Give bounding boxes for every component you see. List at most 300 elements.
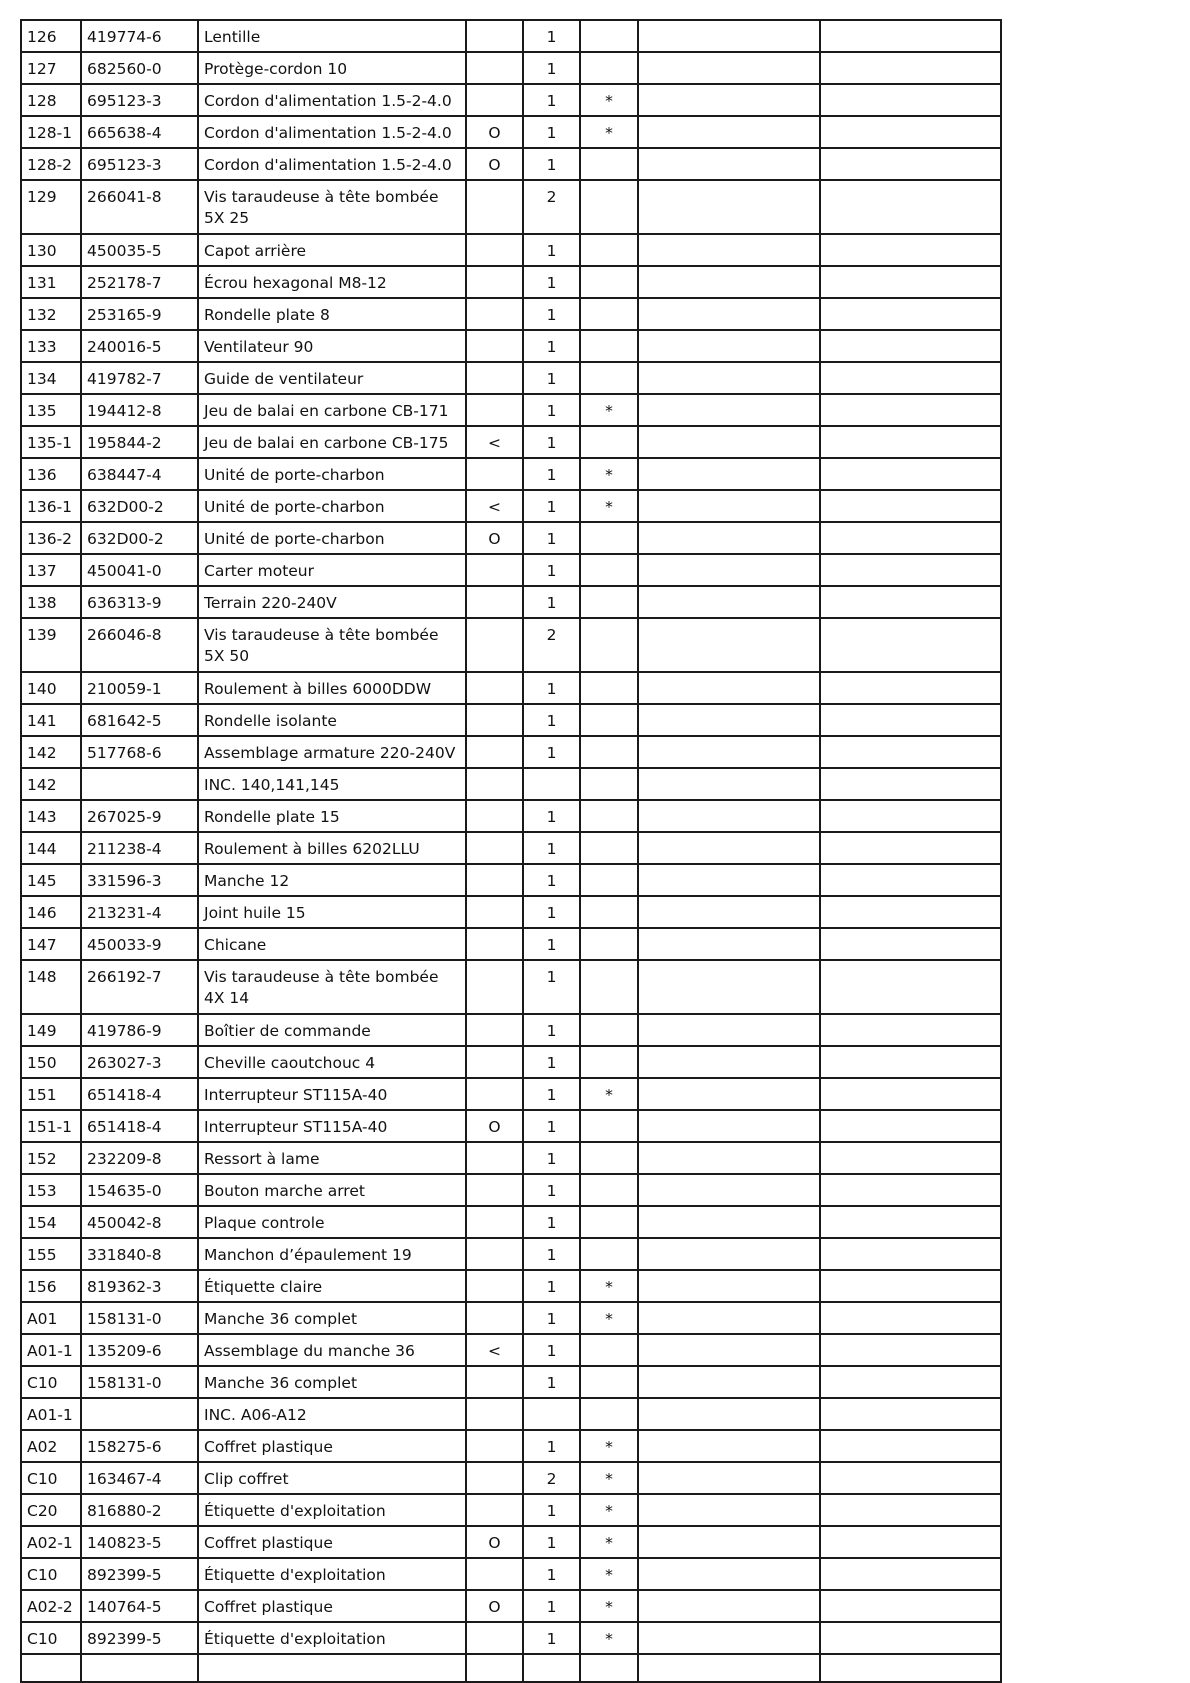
cell-description: Ventilateur 90: [198, 330, 466, 362]
cell-empty-1: [638, 1398, 820, 1430]
cell-ref: 155: [21, 1238, 81, 1270]
cell-note: [466, 1174, 523, 1206]
cell-part-number: 266192-7: [81, 960, 198, 1014]
cell-ref: 138: [21, 586, 81, 618]
cell-note: [466, 330, 523, 362]
cell-mark: [580, 330, 638, 362]
cell-part-number: 140764-5: [81, 1590, 198, 1622]
cell-part-number: 819362-3: [81, 1270, 198, 1302]
cell-description: Guide de ventilateur: [198, 362, 466, 394]
cell-note: [466, 1302, 523, 1334]
cell-ref: 127: [21, 52, 81, 84]
cell-ref: C10: [21, 1366, 81, 1398]
cell-empty-1: [638, 800, 820, 832]
cell-note: [466, 266, 523, 298]
table-row: [21, 736, 1001, 768]
cell-part-number: 253165-9: [81, 298, 198, 330]
cell-ref: 151: [21, 1078, 81, 1110]
cell-part-number: 695123-3: [81, 84, 198, 116]
cell-mark: *: [580, 458, 638, 490]
cell-empty-2: [820, 1046, 1001, 1078]
table-row: [21, 1430, 1001, 1462]
cell-quantity: 1: [523, 1526, 580, 1558]
table-row: [21, 928, 1001, 960]
cell-part-number: 632D00-2: [81, 522, 198, 554]
table-row: [21, 960, 1001, 1014]
cell-description: Jeu de balai en carbone CB-171: [198, 394, 466, 426]
cell-description: Vis taraudeuse à tête bombée 5X 25: [198, 180, 466, 234]
cell-empty-1: [638, 20, 820, 52]
cell-empty-1: [638, 960, 820, 1014]
table-row: [21, 1558, 1001, 1590]
cell-note: [466, 554, 523, 586]
cell-note: O: [466, 116, 523, 148]
cell-quantity: 1: [523, 1046, 580, 1078]
cell-mark: [580, 618, 638, 672]
cell-empty-1: [638, 1206, 820, 1238]
table-row: [21, 832, 1001, 864]
cell-description: Assemblage du manche 36: [198, 1334, 466, 1366]
cell-description: Protège-cordon 10: [198, 52, 466, 84]
cell-description: Lentille: [198, 20, 466, 52]
cell-note: [466, 960, 523, 1014]
cell-mark: [580, 960, 638, 1014]
table-row: [21, 1206, 1001, 1238]
cell-empty-1: [638, 1526, 820, 1558]
cell-mark: [580, 1238, 638, 1270]
cell-description: Vis taraudeuse à tête bombée 4X 14: [198, 960, 466, 1014]
cell-ref: 147: [21, 928, 81, 960]
cell-empty-1: [638, 768, 820, 800]
cell-empty-1: [638, 490, 820, 522]
cell-note: O: [466, 522, 523, 554]
cell-mark: [580, 554, 638, 586]
cell-description: Ressort à lame: [198, 1142, 466, 1174]
cell-mark: [580, 768, 638, 800]
cell-ref: A02-2: [21, 1590, 81, 1622]
cell-empty-2: [820, 148, 1001, 180]
cell-empty-2: [820, 1078, 1001, 1110]
cell-part-number: 266046-8: [81, 618, 198, 672]
table-row: [21, 1654, 1001, 1682]
cell-empty-1: [638, 180, 820, 234]
cell-ref: 136: [21, 458, 81, 490]
cell-note: [466, 1366, 523, 1398]
cell-ref: 126: [21, 20, 81, 52]
cell-empty-2: [820, 800, 1001, 832]
cell-quantity: 1: [523, 864, 580, 896]
cell-note: [466, 84, 523, 116]
cell-empty-2: [820, 426, 1001, 458]
cell-mark: [580, 1206, 638, 1238]
cell-empty-2: [820, 1302, 1001, 1334]
cell-description: Jeu de balai en carbone CB-175: [198, 426, 466, 458]
cell-description: Manche 12: [198, 864, 466, 896]
cell-description: Étiquette d'exploitation: [198, 1622, 466, 1654]
cell-mark: [580, 362, 638, 394]
cell-empty-1: [638, 266, 820, 298]
cell-part-number: 158131-0: [81, 1366, 198, 1398]
cell-ref: 128: [21, 84, 81, 116]
table-row: [21, 1366, 1001, 1398]
cell-empty-2: [820, 1558, 1001, 1590]
cell-note: [466, 394, 523, 426]
cell-note: <: [466, 490, 523, 522]
cell-part-number: 517768-6: [81, 736, 198, 768]
cell-note: [466, 704, 523, 736]
cell-empty-1: [638, 1238, 820, 1270]
cell-empty-2: [820, 1110, 1001, 1142]
cell-description: INC. A06-A12: [198, 1398, 466, 1430]
cell-note: [466, 1398, 523, 1430]
cell-empty-2: [820, 618, 1001, 672]
cell-empty-1: [638, 1046, 820, 1078]
cell-quantity: 1: [523, 52, 580, 84]
table-row: [21, 1334, 1001, 1366]
cell-description: Interrupteur ST115A-40: [198, 1110, 466, 1142]
cell-mark: *: [580, 116, 638, 148]
cell-description: Plaque controle: [198, 1206, 466, 1238]
cell-empty-1: [638, 832, 820, 864]
cell-quantity: 1: [523, 490, 580, 522]
table-row: [21, 1238, 1001, 1270]
cell-note: [466, 928, 523, 960]
cell-part-number: 331596-3: [81, 864, 198, 896]
cell-ref: C10: [21, 1558, 81, 1590]
table-row: [21, 180, 1001, 234]
cell-empty-1: [638, 298, 820, 330]
cell-empty-1: [638, 1654, 820, 1682]
cell-empty-2: [820, 522, 1001, 554]
cell-description: Cheville caoutchouc 4: [198, 1046, 466, 1078]
cell-part-number: 158131-0: [81, 1302, 198, 1334]
cell-note: O: [466, 1110, 523, 1142]
cell-quantity: 1: [523, 1590, 580, 1622]
cell-empty-1: [638, 1270, 820, 1302]
cell-part-number: [81, 1654, 198, 1682]
cell-mark: [580, 1174, 638, 1206]
cell-empty-1: [638, 1462, 820, 1494]
cell-ref: 142: [21, 736, 81, 768]
cell-description: Cordon d'alimentation 1.5-2-4.0: [198, 116, 466, 148]
cell-ref: 142: [21, 768, 81, 800]
table-row: [21, 298, 1001, 330]
parts-table-body: [21, 20, 1001, 1682]
cell-note: [466, 736, 523, 768]
cell-empty-2: [820, 928, 1001, 960]
table-row: [21, 1142, 1001, 1174]
cell-empty-1: [638, 1174, 820, 1206]
cell-description: Terrain 220-240V: [198, 586, 466, 618]
cell-empty-1: [638, 1366, 820, 1398]
cell-note: [466, 1430, 523, 1462]
cell-note: [466, 1014, 523, 1046]
cell-empty-1: [638, 522, 820, 554]
cell-quantity: 1: [523, 330, 580, 362]
cell-ref: 151-1: [21, 1110, 81, 1142]
cell-part-number: 892399-5: [81, 1558, 198, 1590]
cell-mark: *: [580, 1302, 638, 1334]
cell-empty-2: [820, 490, 1001, 522]
cell-part-number: 267025-9: [81, 800, 198, 832]
table-row: [21, 1046, 1001, 1078]
table-row: [21, 1494, 1001, 1526]
cell-mark: [580, 928, 638, 960]
cell-quantity: 1: [523, 362, 580, 394]
cell-quantity: 1: [523, 1430, 580, 1462]
cell-description: Joint huile 15: [198, 896, 466, 928]
cell-ref: 128-2: [21, 148, 81, 180]
cell-ref: 144: [21, 832, 81, 864]
cell-ref: 140: [21, 672, 81, 704]
cell-note: [466, 896, 523, 928]
cell-ref: C10: [21, 1622, 81, 1654]
cell-description: Cordon d'alimentation 1.5-2-4.0: [198, 148, 466, 180]
cell-mark: [580, 704, 638, 736]
cell-note: [466, 1654, 523, 1682]
cell-ref: 146: [21, 896, 81, 928]
cell-ref: 129: [21, 180, 81, 234]
cell-ref: 141: [21, 704, 81, 736]
cell-note: [466, 298, 523, 330]
cell-empty-2: [820, 458, 1001, 490]
cell-empty-2: [820, 1430, 1001, 1462]
cell-note: [466, 234, 523, 266]
cell-empty-2: [820, 1654, 1001, 1682]
cell-empty-2: [820, 1334, 1001, 1366]
cell-note: [466, 672, 523, 704]
cell-part-number: 651418-4: [81, 1110, 198, 1142]
table-row: [21, 458, 1001, 490]
cell-ref: 133: [21, 330, 81, 362]
cell-quantity: 1: [523, 116, 580, 148]
cell-note: [466, 458, 523, 490]
cell-quantity: 1: [523, 84, 580, 116]
cell-description: Manche 36 complet: [198, 1302, 466, 1334]
cell-ref: 143: [21, 800, 81, 832]
cell-quantity: 1: [523, 1238, 580, 1270]
cell-empty-2: [820, 554, 1001, 586]
table-row: [21, 1398, 1001, 1430]
cell-note: [466, 1142, 523, 1174]
cell-note: [466, 1462, 523, 1494]
cell-empty-2: [820, 1590, 1001, 1622]
cell-part-number: 681642-5: [81, 704, 198, 736]
table-row: [21, 1174, 1001, 1206]
cell-quantity: 1: [523, 1270, 580, 1302]
cell-mark: *: [580, 84, 638, 116]
cell-empty-2: [820, 298, 1001, 330]
cell-quantity: 1: [523, 832, 580, 864]
cell-quantity: 1: [523, 234, 580, 266]
cell-mark: [580, 1142, 638, 1174]
cell-note: O: [466, 1526, 523, 1558]
cell-description: Étiquette claire: [198, 1270, 466, 1302]
cell-description: Manche 36 complet: [198, 1366, 466, 1398]
cell-mark: *: [580, 1494, 638, 1526]
cell-empty-2: [820, 1494, 1001, 1526]
table-row: [21, 1462, 1001, 1494]
table-row: [21, 704, 1001, 736]
cell-quantity: 1: [523, 1078, 580, 1110]
cell-empty-2: [820, 1270, 1001, 1302]
cell-part-number: 636313-9: [81, 586, 198, 618]
cell-quantity: 1: [523, 522, 580, 554]
cell-ref: C20: [21, 1494, 81, 1526]
cell-ref: 156: [21, 1270, 81, 1302]
cell-quantity: 1: [523, 20, 580, 52]
table-row: [21, 554, 1001, 586]
cell-note: [466, 52, 523, 84]
cell-empty-2: [820, 84, 1001, 116]
cell-empty-2: [820, 1398, 1001, 1430]
cell-empty-1: [638, 704, 820, 736]
cell-mark: [580, 1654, 638, 1682]
cell-mark: [580, 1398, 638, 1430]
cell-empty-1: [638, 52, 820, 84]
cell-quantity: 1: [523, 554, 580, 586]
cell-empty-1: [638, 1334, 820, 1366]
cell-part-number: 211238-4: [81, 832, 198, 864]
cell-mark: *: [580, 1558, 638, 1590]
cell-empty-2: [820, 960, 1001, 1014]
cell-ref: 139: [21, 618, 81, 672]
cell-description: Coffret plastique: [198, 1590, 466, 1622]
cell-empty-2: [820, 736, 1001, 768]
cell-mark: *: [580, 1590, 638, 1622]
cell-description: Unité de porte-charbon: [198, 490, 466, 522]
cell-part-number: 213231-4: [81, 896, 198, 928]
cell-mark: [580, 586, 638, 618]
table-row: [21, 84, 1001, 116]
cell-empty-2: [820, 362, 1001, 394]
cell-note: [466, 1622, 523, 1654]
cell-quantity: 1: [523, 960, 580, 1014]
cell-note: [466, 832, 523, 864]
cell-empty-2: [820, 1174, 1001, 1206]
table-row: [21, 1302, 1001, 1334]
cell-ref: 145: [21, 864, 81, 896]
cell-empty-1: [638, 362, 820, 394]
cell-description: [198, 1654, 466, 1682]
cell-description: Chicane: [198, 928, 466, 960]
cell-part-number: 419774-6: [81, 20, 198, 52]
cell-ref: 152: [21, 1142, 81, 1174]
cell-description: Rondelle plate 8: [198, 298, 466, 330]
cell-empty-2: [820, 394, 1001, 426]
cell-quantity: 1: [523, 266, 580, 298]
cell-mark: [580, 1014, 638, 1046]
cell-empty-2: [820, 180, 1001, 234]
cell-part-number: 682560-0: [81, 52, 198, 84]
cell-quantity: 1: [523, 1494, 580, 1526]
cell-ref: 136-1: [21, 490, 81, 522]
cell-empty-2: [820, 330, 1001, 362]
cell-empty-1: [638, 864, 820, 896]
cell-ref: 137: [21, 554, 81, 586]
cell-description: Bouton marche arret: [198, 1174, 466, 1206]
cell-mark: *: [580, 1078, 638, 1110]
cell-note: [466, 1238, 523, 1270]
cell-empty-1: [638, 618, 820, 672]
cell-empty-1: [638, 554, 820, 586]
cell-description: Manchon d’épaulement 19: [198, 1238, 466, 1270]
cell-description: Capot arrière: [198, 234, 466, 266]
cell-mark: [580, 1110, 638, 1142]
cell-description: Coffret plastique: [198, 1526, 466, 1558]
cell-description: Étiquette d'exploitation: [198, 1494, 466, 1526]
cell-note: [466, 362, 523, 394]
cell-mark: [580, 20, 638, 52]
cell-ref: 131: [21, 266, 81, 298]
table-row: [21, 52, 1001, 84]
cell-empty-1: [638, 1110, 820, 1142]
cell-empty-2: [820, 768, 1001, 800]
cell-note: [466, 1206, 523, 1238]
cell-quantity: 1: [523, 1558, 580, 1590]
cell-part-number: 419782-7: [81, 362, 198, 394]
cell-mark: [580, 1046, 638, 1078]
cell-note: [466, 1494, 523, 1526]
cell-ref: A01-1: [21, 1334, 81, 1366]
cell-ref: 136-2: [21, 522, 81, 554]
cell-note: [466, 1046, 523, 1078]
cell-part-number: 638447-4: [81, 458, 198, 490]
table-row: [21, 148, 1001, 180]
cell-ref: 154: [21, 1206, 81, 1238]
cell-description: Cordon d'alimentation 1.5-2-4.0: [198, 84, 466, 116]
cell-part-number: 154635-0: [81, 1174, 198, 1206]
cell-quantity: 1: [523, 298, 580, 330]
cell-ref: 128-1: [21, 116, 81, 148]
cell-empty-1: [638, 1590, 820, 1622]
cell-quantity: 1: [523, 1142, 580, 1174]
cell-note: [466, 1558, 523, 1590]
cell-part-number: 450042-8: [81, 1206, 198, 1238]
cell-empty-2: [820, 52, 1001, 84]
cell-mark: [580, 832, 638, 864]
cell-description: Vis taraudeuse à tête bombée 5X 50: [198, 618, 466, 672]
cell-description: Rondelle isolante: [198, 704, 466, 736]
cell-quantity: 1: [523, 1302, 580, 1334]
table-row: [21, 266, 1001, 298]
cell-part-number: 195844-2: [81, 426, 198, 458]
cell-empty-1: [638, 394, 820, 426]
cell-note: [466, 768, 523, 800]
cell-description: Clip coffret: [198, 1462, 466, 1494]
cell-empty-2: [820, 1014, 1001, 1046]
cell-mark: [580, 864, 638, 896]
table-row: [21, 864, 1001, 896]
cell-quantity: 1: [523, 736, 580, 768]
cell-empty-1: [638, 1622, 820, 1654]
cell-empty-1: [638, 426, 820, 458]
cell-part-number: 163467-4: [81, 1462, 198, 1494]
cell-part-number: 158275-6: [81, 1430, 198, 1462]
table-row: [21, 116, 1001, 148]
cell-empty-1: [638, 1302, 820, 1334]
cell-part-number: [81, 768, 198, 800]
cell-quantity: 1: [523, 672, 580, 704]
cell-quantity: 1: [523, 458, 580, 490]
cell-empty-2: [820, 1526, 1001, 1558]
cell-part-number: 816880-2: [81, 1494, 198, 1526]
cell-part-number: 419786-9: [81, 1014, 198, 1046]
cell-part-number: 892399-5: [81, 1622, 198, 1654]
cell-empty-2: [820, 266, 1001, 298]
cell-quantity: 2: [523, 618, 580, 672]
cell-ref: 150: [21, 1046, 81, 1078]
